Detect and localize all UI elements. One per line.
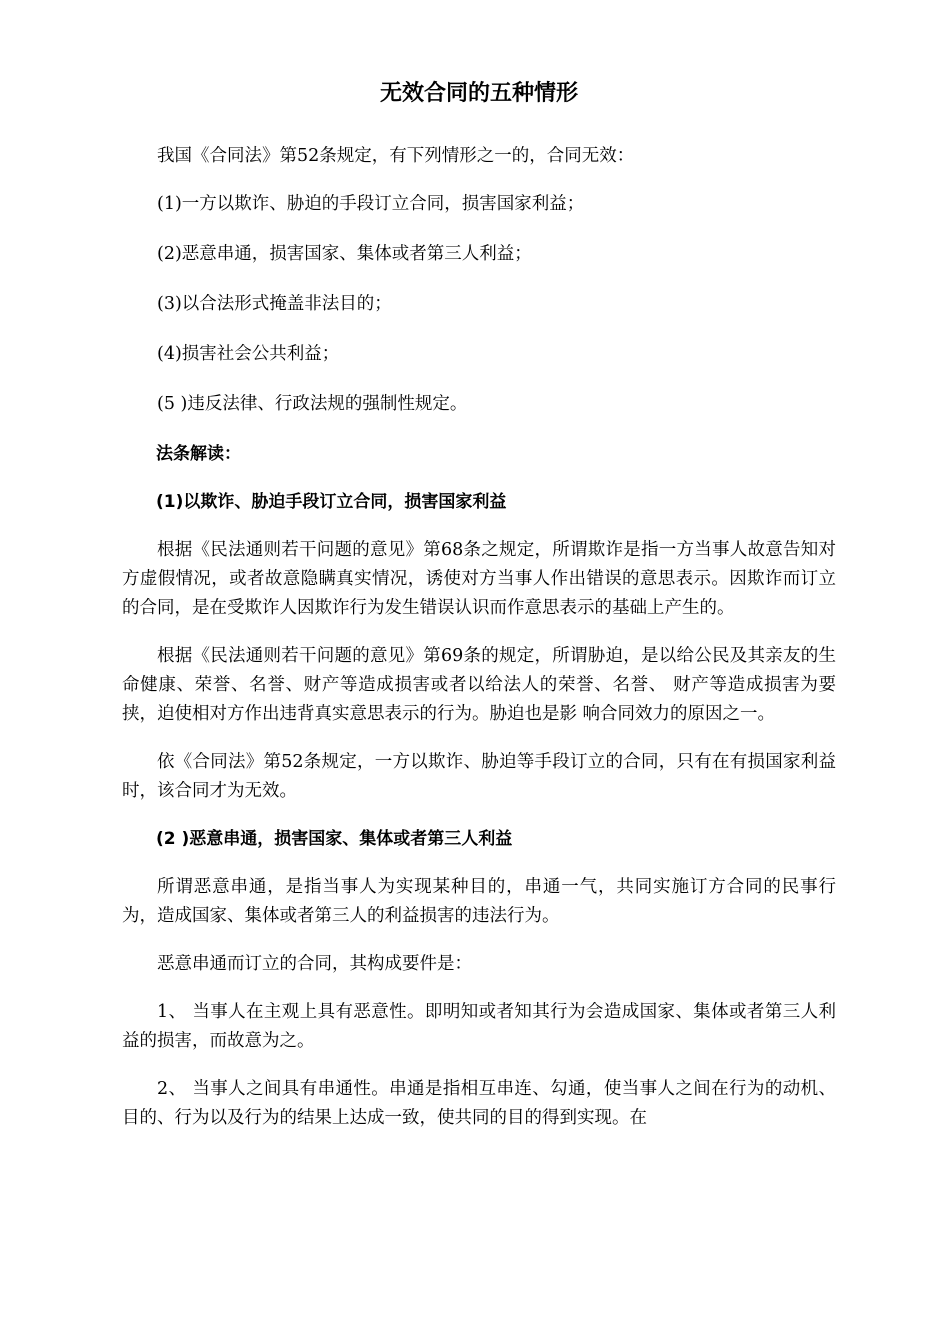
body-paragraph: 根据《民法通则若干问题的意见》第69条的规定，所谓胁迫，是以给公民及其亲友的生命健康、荣誉、名誉、财产等造成损害或者以给法人的荣誉、名誉、 财产等造成损害为要挟，迫使相对方作出违背真实意思表示的行为。胁迫也是影 响合同效力的原因之一。 — [122, 646, 836, 724]
section-heading: (1)以欺诈、胁迫手段订立合同，损害国家利益 — [156, 492, 507, 512]
list-item: (1)一方以欺诈、胁迫的手段订立合同，损害国家利益； — [157, 194, 585, 214]
list-item: (3)以合法形式掩盖非法目的； — [157, 294, 392, 314]
list-item: (4)损害社会公共利益； — [157, 344, 340, 364]
body-paragraph: 根据《民法通则若干问题的意见》第68条之规定，所谓欺诈是指一方当事人故意告知对方虚假情况，或者故意隐瞒真实情况，诱使对方当事人作出错误的意思表示。因欺诈而订立的合同，是在受欺诈人因欺诈行为发生错误认识而作意思表示的基础上产生的。 — [122, 540, 836, 618]
body-paragraph: 恶意串通而订立的合同，其构成要件是： — [157, 954, 472, 974]
body-paragraph: 1、 当事人在主观上具有恶意性。即明知或者知其行为会造成国家、集体或者第三人利益的损害，而故意为之。 — [122, 1002, 836, 1051]
paragraph-intro: 我国《合同法》第52条规定，有下列情形之一的，合同无效： — [157, 146, 635, 166]
list-item: (2)恶意串通，损害国家、集体或者第三人利益； — [157, 244, 532, 264]
document-title: 无效合同的五种情形 — [379, 81, 578, 106]
list-item: (5 )违反法律、行政法规的强制性规定。 — [157, 394, 468, 414]
body-paragraph: 依《合同法》第52条规定，一方以欺诈、胁迫等手段订立的合同，只有在有损国家利益时，该合同才为无效。 — [122, 752, 836, 801]
section-heading: (2 )恶意串通，损害国家、集体或者第三人利益 — [156, 829, 513, 849]
body-paragraph: 2、 当事人之间具有串通性。串通是指相互串连、勾通，使当事人之间在行为的动机、目的、行为以及行为的结果上达成一致，使共同的目的得到实现。在 — [122, 1079, 836, 1128]
document-page — [122, 78, 836, 1152]
section-heading: 法条解读： — [156, 444, 241, 464]
body-paragraph: 所谓恶意串通，是指当事人为实现某种目的，串通一气，共同实施订方合同的民事行为，造成国家、集体或者第三人的利益损害的违法行为。 — [122, 877, 836, 926]
